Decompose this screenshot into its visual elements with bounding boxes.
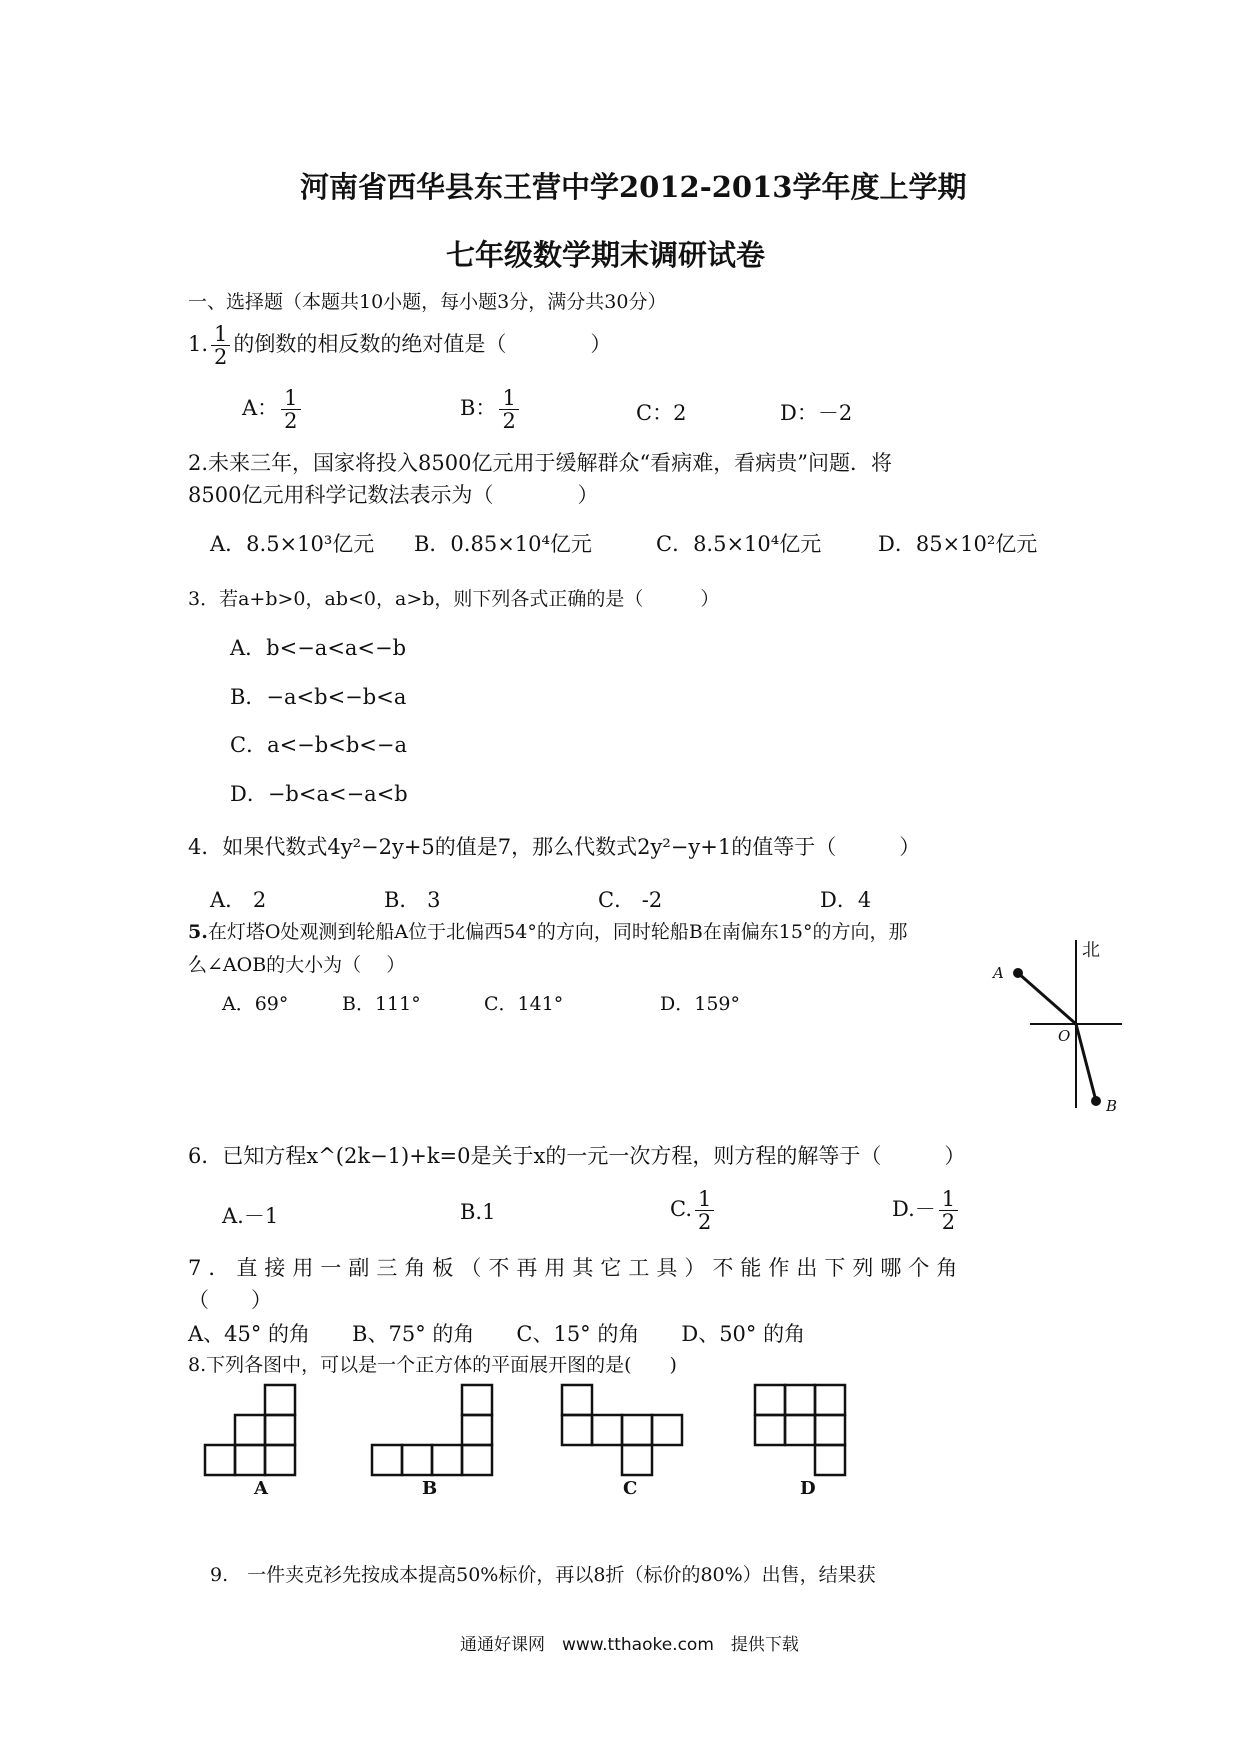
q1-option-d: D：－2: [780, 401, 853, 425]
q5-option-d: D．159°: [660, 993, 740, 1015]
point-a-label: A: [993, 964, 1004, 982]
question-5-line2: 么∠AOB的大小为（ ）: [188, 954, 406, 976]
question-1: [188, 323, 611, 368]
question-5-line1: 5.在灯塔O处观测到轮船A位于北偏西54°的方向，同时轮船B在南偏东15°的方向，那: [188, 921, 908, 943]
section-heading: 一、选择题（本题共10小题，每小题3分，满分共30分）: [188, 291, 667, 313]
net-c-label: C: [623, 1478, 638, 1499]
q3-option-b: B．−a<b<−b<a: [230, 685, 407, 709]
net-d-label: D: [800, 1478, 816, 1499]
point-b: [1091, 1096, 1101, 1106]
q6-option-d: D.－ $\frac{1}{2}$: [892, 1188, 961, 1233]
compass-diagram: [980, 935, 1130, 1115]
q4-option-a: A． 2: [210, 888, 267, 912]
q7-options: A、45° 的角 B、75° 的角 C、15° 的角 D、50° 的角: [188, 1322, 806, 1346]
q1-text: 的倒数的相反数的绝对值是（ ）: [233, 332, 612, 357]
question-7-line2: （ ）: [188, 1288, 272, 1312]
cube-net-a: [205, 1385, 295, 1505]
q5-option-c: C．141°: [484, 993, 564, 1015]
question-3: 3．若a+b>0，ab<0，a>b，则下列各式正确的是（ ）: [188, 588, 720, 610]
q6-option-c: C. $\frac{1}{2}$: [670, 1188, 717, 1233]
point-o-label: O: [1058, 1027, 1071, 1045]
q1-option-c: C：2: [636, 401, 687, 425]
q5-option-a: A．69°: [222, 993, 289, 1015]
cube-net-c: [562, 1385, 682, 1505]
q3-option-d: D．−b<a<−a<b: [230, 782, 408, 806]
q5-option-b: B．111°: [342, 993, 421, 1015]
point-a: [1013, 968, 1023, 978]
question-7-line1: 7．直接用一副三角板（不再用其它工具）不能作出下列哪个角: [188, 1256, 965, 1280]
page-title: 河南省西华县东王营中学2012-2013学年度上学期: [300, 170, 967, 204]
ray-ob: [1076, 1024, 1096, 1101]
footer-source: 通通好课网 www.tthaoke.com 提供下载: [460, 1635, 799, 1655]
net-b-label: B: [422, 1478, 438, 1499]
ray-oa: [1018, 973, 1076, 1024]
q6-option-a: A.－1: [222, 1204, 279, 1228]
question-6: 6．已知方程x^(2k−1)+k=0是关于x的一元一次方程，则方程的解等于（ ）: [188, 1144, 966, 1168]
question-2-line2: 8500亿元用科学记数法表示为（ ）: [188, 483, 599, 507]
north-label: 北: [1082, 940, 1100, 961]
question-9: 9. 一件夹克衫先按成本提高50%标价，再以8折（标价的80%）出售，结果获: [210, 1564, 876, 1586]
q4-option-c: C． -2: [598, 888, 663, 912]
question-4: 4．如果代数式4y²−2y+5的值是7，那么代数式2y²−y+1的值等于（ ）: [188, 835, 921, 859]
net-a-label: A: [254, 1478, 268, 1499]
q2-option-c: C．8.5×10⁴亿元: [656, 532, 822, 556]
q4-option-b: B． 3: [384, 888, 441, 912]
q3-option-c: C．a<−b<b<−a: [230, 733, 407, 757]
question-2-line1: 2.未来三年，国家将投入8500亿元用于缓解群众“看病难，看病贵”问题．将: [188, 451, 892, 475]
point-b-label: B: [1106, 1097, 1118, 1115]
q2-option-d: D．85×10²亿元: [878, 532, 1038, 556]
q6-option-b: B.1: [460, 1200, 496, 1224]
q4-option-d: D．4: [820, 888, 872, 912]
q1-option-b: B： $\frac{1}{2}$: [460, 387, 522, 432]
page-subtitle: 七年级数学期末调研试卷: [446, 238, 766, 272]
q2-option-b: B．0.85×10⁴亿元: [414, 532, 592, 556]
q1-number: 1.: [188, 332, 209, 357]
q3-option-a: A．b<−a<a<−b: [230, 636, 407, 660]
q1-fraction: $\frac{1}{2}$: [211, 323, 230, 368]
question-8: 8.下列各图中，可以是一个正方体的平面展开图的是( ): [188, 1354, 677, 1376]
q1-option-a: A： $\frac{1}{2}$: [242, 387, 304, 432]
q2-option-a: A．8.5×10³亿元: [210, 532, 375, 556]
